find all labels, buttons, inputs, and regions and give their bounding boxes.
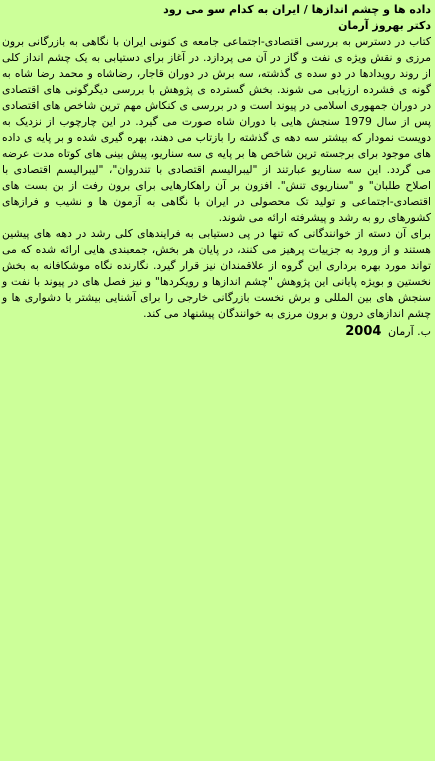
paragraph-1: کتاب در دسترس به بررسی اقتصادی-اجتماعی جامعه ی کنونی ایران با نگاهی به بازرگانی برون مرزی و نقش ویژه ی نفت و گاز در آن می پردازد. در آغاز برای دستیابی به یک چشم انداز کلی از روند رویدادها در دو سده ی گذشته، سه برش در دوران قاجار، رضاشاه و محمد رضا شاه به گونه ی فشرده ارزیابی می شوند. بخش گسترده ی پژوهش با بررسی دیگرگونی های اقتصادی در دوران جمهوری اسلامی در پیوند است و در بررسی ی کنکاش مهم ترین شاخص های اقتصادی پس از سال 1979 سنجش هایی با دوران شاه صورت می گیرد. در این چارچوب از نزدیک به دویست نمودار که بیشتر سه دهه ی گذشته را بازتاب می دهند، بهره گیری شده و بر پایه ی داده های موجود برای برجسته ترین شاخص ها بر پایه ی سه سناریو، پیش بینی های کوتاه مدت عرضه می گردد. این سه سناریو عبارتند از "لیبرالیسم اقتصادی با تندروان"، "لیبرالیسم اقتصادی با اصلاح طلبان" و "سناریوی تنش". افزون بر آن راهکارهایی برای برون رفت از بن بست های اقتصادی-اجتماعی و تولید تک محصولی در ایران با نگاهی به آزمون ها و نشیب و فرازهای کشورهای رو به رشد و پیشرفته ارائه می شوند.: [2, 35, 431, 224]
document-page: [0, 0, 435, 341]
signature: [2, 323, 431, 341]
signature-year: 2004: [345, 324, 382, 339]
signature-name: ب. آرمان: [387, 325, 431, 338]
paragraph-2: برای آن دسته از خوانندگانی که تنها در پی دستیابی به فرایندهای کلی رشد در دهه های پیشین هستند و از ورود به جزییات پرهیز می کنند، در پایان هر بخش، جمعبندی هایی ارائه شده که می تواند مورد بهره برداری این گروه از علاقمندان نیز قرار گیرد. نگارنده نگاه موشکافانه به بخش نخستین و بویژه پایانی این پژوهش "چشم اندازها و رویکردها" و نیز فصل های در پیوند با نفت و سنجش های بین المللی و برش نخست بازرگانی خارجی را برای آشنایی بیشتر با دشواری ها و چشم اندازهای درون و برون مرزی به خوانندگان پیشنهاد می کند.: [2, 227, 431, 320]
document-author: دکتر بهروز آرمان: [338, 19, 431, 32]
document-title: داده ها و چشم اندازها / ایران به کدام سو می رود: [163, 3, 431, 16]
